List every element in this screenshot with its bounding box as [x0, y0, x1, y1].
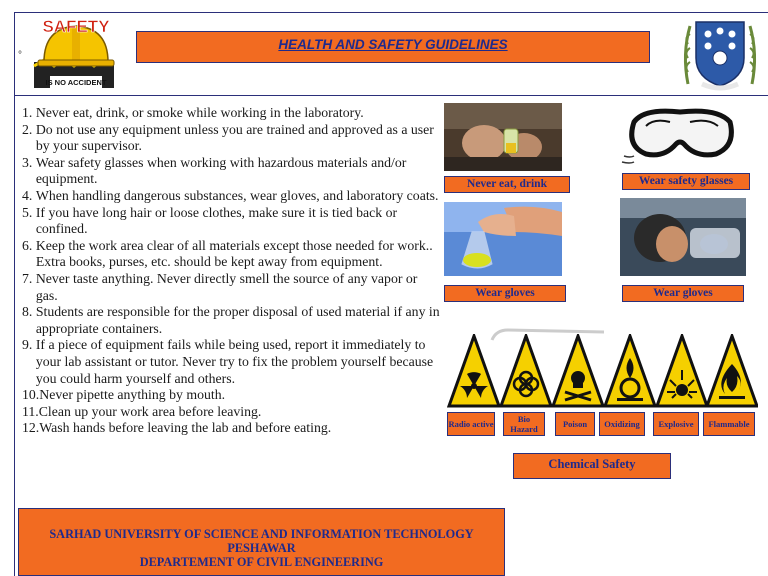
hazard-label-biohazard: Bio Hazard — [503, 412, 545, 436]
list-item: 5. If you have long hair or loose clothes, make sure it is tied back or confined. — [22, 204, 398, 237]
poison-icon — [553, 336, 603, 406]
list-item: 2. Do not use any equipment unless you are trained and approved as a user by your supervisor. — [22, 121, 434, 154]
list-item: 3. Wear safety glasses when working with hazardous materials and/or equipment. — [22, 154, 407, 187]
hazard-label-oxidizing: Oxidizing — [599, 412, 645, 436]
university-footer — [18, 508, 505, 576]
header-divider — [14, 95, 768, 96]
university-crest-icon — [680, 14, 760, 92]
hazard-symbols — [447, 334, 758, 410]
radioactive-icon — [449, 336, 499, 406]
hazard-label-radioactive: Radio active — [447, 412, 495, 436]
department-name: DEPARTEMENT OF CIVIL ENGINEERING — [139, 555, 384, 569]
hazard-label-explosive: Explosive — [653, 412, 699, 436]
page-title: HEALTH AND SAFETY GUIDELINES — [278, 37, 508, 52]
list-item: 4. When handling dangerous substances, wear gloves, and laboratory coats. — [22, 187, 439, 203]
university-city: PESHAWAR — [227, 541, 296, 555]
list-item: 7. Never taste anything. Never directly smell the source of any vapor or gas. — [22, 270, 418, 303]
caption-safety-glasses: Wear safety glasses — [622, 173, 750, 190]
safety-logo — [30, 14, 118, 90]
guidelines-list — [22, 105, 440, 437]
explosive-icon — [657, 336, 707, 406]
caption-gloves-1: Wear gloves — [444, 285, 566, 302]
title-banner — [136, 31, 650, 63]
list-item: 10. Never pipette anything by mouth. — [22, 387, 226, 403]
list-item: 9. If a piece of equipment fails while being used, report it immediately to your lab assistant or tutor. Never try to fix the problem yourself because you could harm yourself and others. — [22, 337, 434, 386]
safety-logo-tagline: IS NO ACCIDENT — [45, 78, 107, 87]
goggles-image — [620, 100, 742, 170]
list-item: 6. Keep the work area clear of all materials except those needed for work.. Extra books, purses, etc. should be kept away from equipment. — [22, 237, 433, 270]
bullet-mark: ° — [18, 50, 22, 61]
university-name: SARHAD UNIVERSITY OF SCIENCE AND INFORMATION TECHNOLOGY — [49, 527, 474, 541]
safety-logo-title: SAFETY — [42, 17, 110, 36]
list-item: 12. Wash hands before leaving the lab and before eating. — [22, 420, 332, 436]
biohazard-icon — [501, 336, 551, 406]
hazard-label-poison: Poison — [555, 412, 595, 436]
chemical-safety-caption: Chemical Safety — [513, 453, 671, 479]
oxidizing-icon — [605, 336, 655, 406]
caption-gloves-2: Wear gloves — [622, 285, 744, 302]
caption-eat-drink: Never eat, drink — [444, 176, 570, 193]
eating-photo — [444, 103, 562, 171]
list-item: 8. Students are responsible for the proper disposal of used material if any in appropriate containers. — [22, 304, 440, 336]
flammable-icon — [707, 336, 757, 406]
list-item: 1. Never eat, drink, or smoke while working in the laboratory. — [22, 105, 364, 120]
list-item: 11. Clean up your work area before leaving. — [22, 403, 262, 419]
hazard-label-flammable: Flammable — [703, 412, 755, 436]
gloves-flask-photo — [444, 202, 562, 276]
gloves-lab-photo — [620, 198, 746, 276]
